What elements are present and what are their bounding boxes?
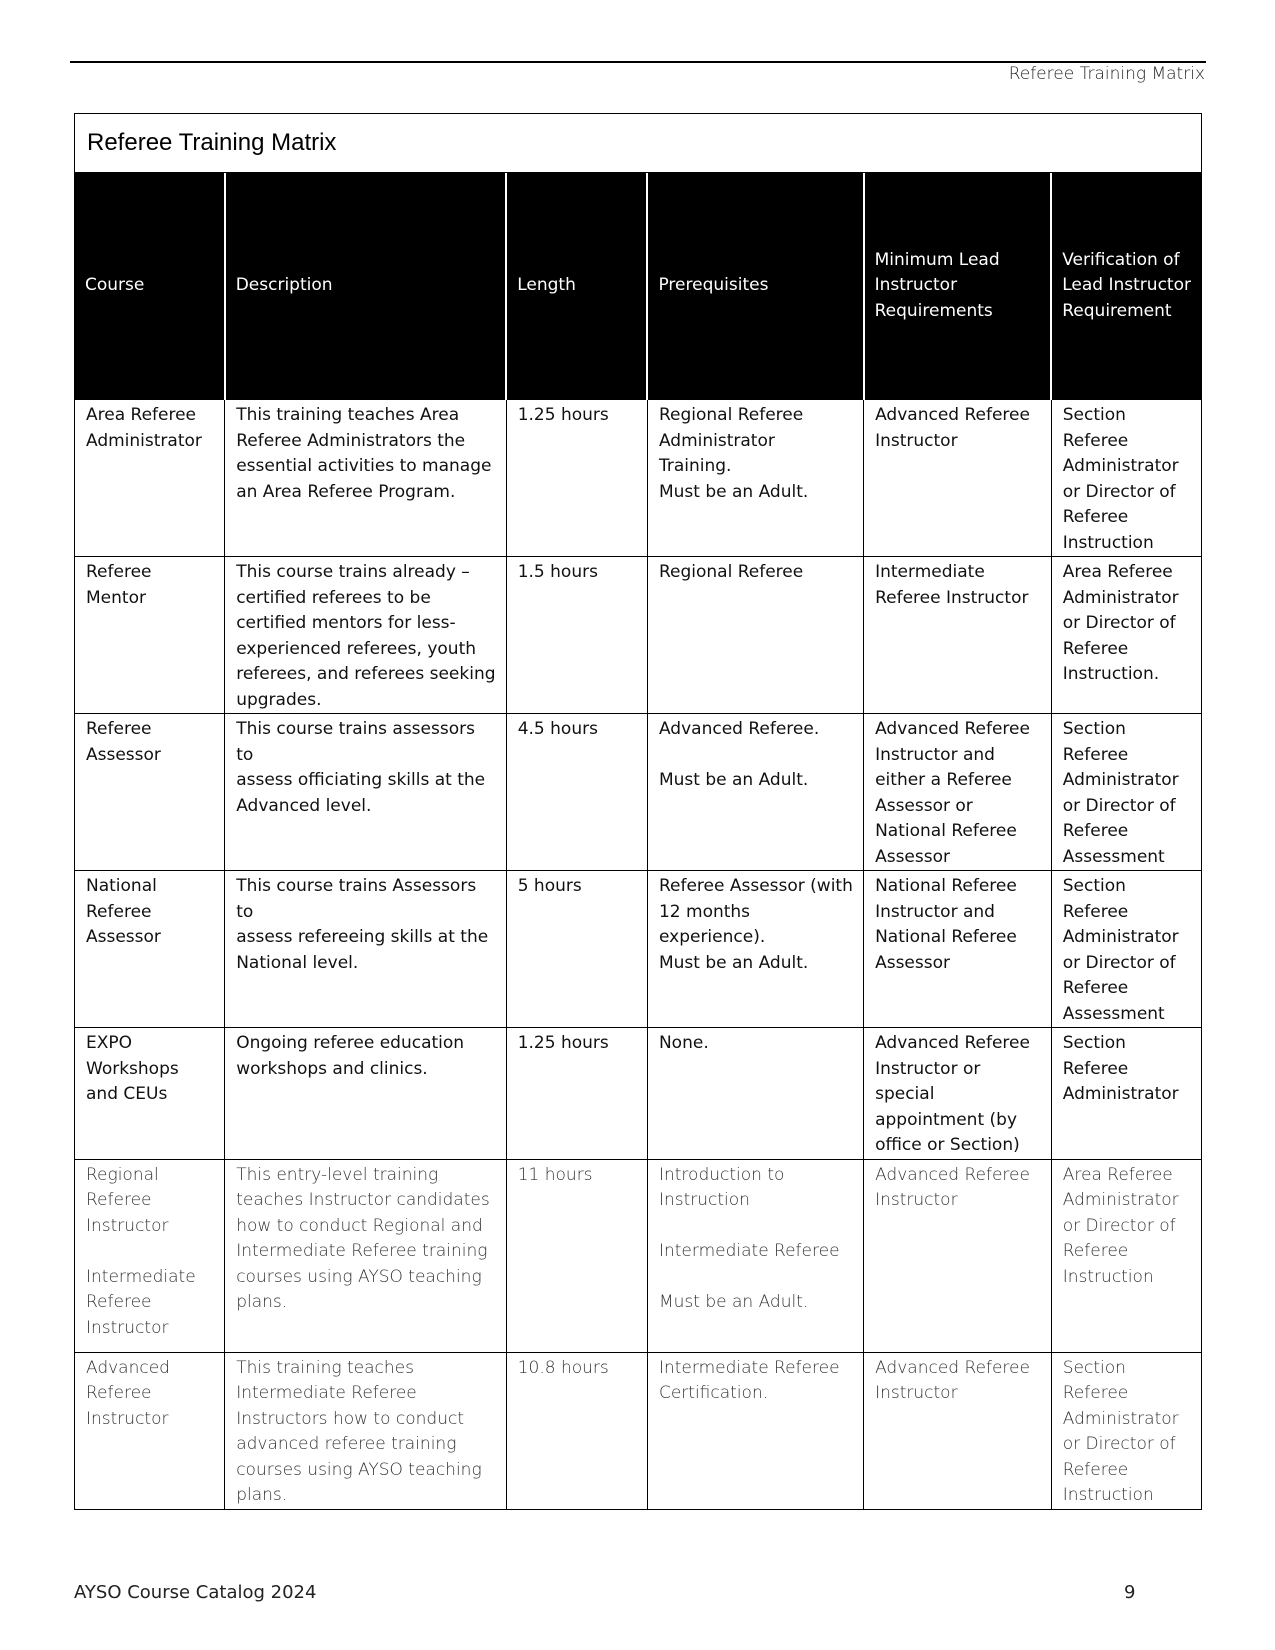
table-row (75, 1159, 1201, 1352)
cell-text-line: Instruction (1062, 532, 1154, 553)
length-cell (506, 1028, 647, 1160)
verification-cell (1051, 871, 1201, 1028)
cell-text-line: Instruction (1062, 1266, 1154, 1287)
cell-text-line: EXPO (86, 1033, 133, 1053)
cell-text-line: Instructor (875, 430, 958, 451)
cell-text-line: Regional Referee (658, 562, 804, 582)
cell-text-line: Intermediate Referee (658, 1357, 840, 1378)
cell-text-line: Mentor (86, 587, 146, 608)
cell-text-line: 1.25 hours (517, 1033, 609, 1053)
length-cell (506, 1352, 647, 1509)
cell-text-line: National Referee (875, 821, 1017, 841)
cell-text-line: Referee (1062, 744, 1129, 765)
cell-text-line: Advanced Referee (875, 719, 1030, 739)
prerequisites-cell (647, 1028, 863, 1160)
cell-text-line: Referee (86, 1292, 152, 1312)
cell-text-line: Administrator (1062, 587, 1179, 608)
verification-cell (1051, 1028, 1201, 1160)
cell-text-line: Regional (86, 1164, 159, 1185)
min-lead-instructor-cell (864, 1159, 1052, 1352)
prerequisites-cell (647, 1159, 863, 1352)
column-header-min-lead-instructor: Minimum Lead Instructor Requirements (864, 173, 1052, 400)
cell-text-line: Must be an Adult. (658, 481, 809, 502)
cell-text-line: or Director of (1062, 795, 1176, 816)
description-cell (225, 1159, 507, 1352)
prerequisites-cell (647, 557, 863, 714)
cell-text-line: teaches Instructor candidates (236, 1190, 490, 1210)
cell-text-line: National Referee (875, 927, 1017, 947)
description-cell (225, 1028, 507, 1160)
min-lead-instructor-cell (864, 400, 1052, 557)
cell-text-line: Section (1062, 405, 1126, 425)
cell-text-line: Section (1062, 1033, 1126, 1053)
verification-cell (1051, 400, 1201, 557)
cell-text-line: 1.25 hours (517, 405, 609, 425)
matrix-table (75, 173, 1201, 1509)
cell-text-line: workshops and clinics. (236, 1058, 428, 1079)
cell-text-line: Administrator (1062, 1408, 1179, 1429)
cell-text-line: Referee (1062, 638, 1129, 659)
cell-text-line: Referee Administrators the (236, 430, 466, 451)
cell-text-line: Advanced Referee (875, 1033, 1030, 1053)
description-cell (225, 557, 507, 714)
cell-text-line: Instruction (1062, 1485, 1154, 1505)
cell-text-line: Assessment (1062, 1003, 1165, 1024)
cell-text-line: certified referees to be (236, 587, 431, 608)
min-lead-instructor-cell (864, 714, 1052, 871)
cell-text-line: Referee Assessor (with (658, 876, 853, 896)
cell-text-line: Intermediate Referee training (236, 1241, 488, 1261)
referee-training-matrix (74, 113, 1202, 1510)
course-cell (75, 714, 225, 871)
cell-text-line: Administrator (1062, 927, 1179, 947)
matrix-body (75, 400, 1201, 1509)
cell-text-line: and CEUs (86, 1084, 168, 1104)
cell-text-line (86, 1239, 214, 1265)
cell-text-line: Instruction (658, 1190, 750, 1210)
verification-cell (1051, 1159, 1201, 1352)
cell-text-line: or Director of (1062, 1215, 1176, 1236)
cell-text-line: appointment (by (875, 1109, 1018, 1130)
cell-text-line: assess refereeing skills at the (236, 927, 489, 947)
table-row (75, 557, 1201, 714)
cell-text-line: Referee (1062, 1241, 1129, 1261)
cell-text-line (659, 1214, 853, 1240)
cell-text-line: courses using AYSO teaching (236, 1459, 482, 1480)
cell-text-line: This course trains assessors to (236, 719, 475, 765)
column-header-length: Length (506, 173, 647, 400)
cell-text-line: Advanced Referee (875, 1357, 1030, 1378)
cell-text-line: Referee (86, 719, 152, 739)
cell-text-line: Area Referee (1062, 1164, 1173, 1185)
column-header-prerequisites: Prerequisites (647, 173, 863, 400)
cell-text-line: Intermediate Referee (658, 1241, 840, 1261)
cell-text-line: essential activities to manage (236, 456, 492, 476)
cell-text-line: 5 hours (517, 876, 582, 896)
cell-text-line: Advanced Referee (875, 405, 1030, 425)
cell-text-line: Section (1062, 876, 1126, 896)
cell-text-line: This course trains already – (236, 562, 470, 582)
description-cell (225, 1352, 507, 1509)
cell-text-line: or Director of (1062, 613, 1176, 633)
cell-text-line: Advanced level. (236, 795, 372, 816)
cell-text-line: Referee (1062, 1383, 1129, 1403)
cell-text-line: Advanced Referee. (658, 719, 820, 739)
cell-text-line: Referee (1062, 1459, 1129, 1480)
cell-text-line: either a Referee (875, 770, 1012, 790)
min-lead-instructor-cell (864, 557, 1052, 714)
course-cell (75, 871, 225, 1028)
cell-text-line: None. (658, 1033, 709, 1053)
page-number: 9 (1124, 1582, 1136, 1603)
table-row (75, 1028, 1201, 1160)
cell-text-line: Referee (86, 1190, 152, 1210)
cell-text-line: Administrator (658, 430, 775, 451)
table-row (75, 1352, 1201, 1509)
cell-text-line: Referee (86, 901, 152, 922)
cell-text-line: experience). (658, 927, 766, 947)
cell-text-line: This training teaches (236, 1357, 414, 1378)
cell-text-line: Referee (1062, 821, 1129, 841)
length-cell (506, 714, 647, 871)
cell-text-line: Administrator (1062, 770, 1179, 790)
cell-text-line: upgrades. (236, 689, 322, 710)
footer-catalog-title: AYSO Course Catalog 2024 (74, 1582, 317, 1603)
cell-text-line: This entry-level training (236, 1164, 439, 1185)
cell-text-line: This training teaches Area (236, 405, 460, 425)
length-cell (506, 557, 647, 714)
cell-text-line (659, 1265, 853, 1291)
min-lead-instructor-cell (864, 1028, 1052, 1160)
cell-text-line: National level. (236, 952, 359, 973)
cell-text-line: office or Section) (875, 1135, 1020, 1155)
cell-text-line: Administrator (1062, 1190, 1179, 1210)
cell-text-line: Advanced Referee (875, 1164, 1030, 1185)
running-header: Referee Training Matrix (1008, 64, 1205, 84)
cell-text-line: special (875, 1084, 935, 1104)
cell-text-line: Administrator (1062, 1084, 1179, 1104)
cell-text-line: assess officiating skills at the (236, 770, 486, 790)
verification-cell (1051, 714, 1201, 871)
cell-text-line: plans. (236, 1292, 288, 1312)
cell-text-line: Section (1062, 719, 1126, 739)
table-row (75, 400, 1201, 557)
course-cell (75, 400, 225, 557)
cell-text-line: National (86, 876, 157, 896)
cell-text-line: Intermediate Referee (236, 1383, 417, 1403)
cell-text-line: Must be an Adult. (658, 952, 809, 973)
cell-text-line: Assessor (875, 846, 950, 867)
cell-text-line: Instructors how to conduct (236, 1408, 464, 1429)
length-cell (506, 871, 647, 1028)
cell-text-line: Referee (1062, 430, 1129, 451)
cell-text-line: Referee (1062, 507, 1129, 527)
description-cell (225, 871, 507, 1028)
cell-text-line: Referee (86, 562, 152, 582)
cell-text-line (659, 743, 853, 769)
cell-text-line: Regional Referee (658, 405, 804, 425)
cell-text-line: Referee (1062, 901, 1129, 922)
cell-text-line: Referee (1062, 978, 1129, 998)
cell-text-line: Area Referee (86, 405, 197, 425)
cell-text-line: Referee (86, 1383, 152, 1403)
verification-cell (1051, 1352, 1201, 1509)
table-row (75, 714, 1201, 871)
cell-text-line: Instructor (875, 1383, 958, 1403)
cell-text-line: or Director of (1062, 952, 1176, 973)
cell-text-line: National Referee (875, 876, 1017, 896)
prerequisites-cell (647, 1352, 863, 1509)
cell-text-line: Administrator (1062, 456, 1179, 476)
column-header-verification: Verification of Lead Instructor Requirement (1051, 173, 1201, 400)
cell-text-line: Advanced (86, 1357, 170, 1378)
cell-text-line: Assessment (1062, 846, 1165, 867)
cell-text-line: experienced referees, youth (236, 638, 477, 659)
cell-text-line: Intermediate (875, 562, 985, 582)
min-lead-instructor-cell (864, 1352, 1052, 1509)
course-cell (75, 557, 225, 714)
table-row (75, 871, 1201, 1028)
description-cell (225, 400, 507, 557)
cell-text-line: Assessor (86, 744, 161, 765)
cell-text-line: Certification. (658, 1383, 769, 1403)
cell-text-line: certified mentors for less- (236, 613, 456, 633)
cell-text-line: Assessor (875, 952, 950, 973)
cell-text-line: Area Referee (1062, 562, 1173, 582)
cell-text-line: 10.8 hours (517, 1357, 609, 1378)
cell-text-line: Instructor (875, 1190, 958, 1210)
cell-text-line: Referee (1062, 1058, 1129, 1079)
cell-text-line: Training. (658, 456, 732, 476)
header-row (75, 173, 1201, 400)
prerequisites-cell (647, 871, 863, 1028)
cell-text-line: 1.5 hours (517, 562, 598, 582)
description-cell (225, 714, 507, 871)
verification-cell (1051, 557, 1201, 714)
cell-text-line: Introduction to (658, 1164, 785, 1185)
cell-text-line: Assessor (86, 927, 161, 947)
prerequisites-cell (647, 714, 863, 871)
prerequisites-cell (647, 400, 863, 557)
cell-text-line: or Director of (1062, 1434, 1176, 1454)
cell-text-line: Must be an Adult. (658, 1292, 809, 1312)
course-cell (75, 1352, 225, 1509)
cell-text-line: courses using AYSO teaching (236, 1266, 482, 1287)
cell-text-line: 11 hours (517, 1164, 593, 1185)
cell-text-line: Instructor and (875, 744, 995, 765)
cell-text-line: Ongoing referee education (236, 1033, 465, 1053)
cell-text-line: Intermediate (86, 1266, 196, 1287)
matrix-title: Referee Training Matrix (75, 114, 1201, 173)
cell-text-line: how to conduct Regional and (236, 1215, 483, 1236)
column-header-course: Course (75, 173, 225, 400)
cell-text-line: Assessor or (875, 795, 973, 816)
course-cell (75, 1028, 225, 1160)
column-header-description: Description (225, 173, 507, 400)
cell-text-line: Instructor and (875, 901, 995, 922)
cell-text-line: 4.5 hours (517, 719, 598, 739)
header-rule (70, 61, 1206, 63)
cell-text-line: referees, and referees seeking (236, 664, 496, 684)
course-cell (75, 1159, 225, 1352)
cell-text-line: This course trains Assessors to (236, 876, 477, 922)
cell-text-line: Instructor or (875, 1058, 981, 1079)
cell-text-line: Referee Instructor (875, 587, 1029, 608)
cell-text-line: advanced referee training (236, 1434, 457, 1454)
cell-text-line: Administrator (86, 430, 202, 451)
cell-text-line: plans. (236, 1485, 288, 1505)
cell-text-line: Must be an Adult. (658, 770, 809, 790)
cell-text-line: Instructor (86, 1317, 169, 1338)
cell-text-line: Instructor (86, 1408, 169, 1429)
cell-text-line: an Area Referee Program. (236, 481, 456, 502)
cell-text-line: Instruction. (1062, 664, 1160, 684)
cell-text-line: Workshops (86, 1058, 179, 1079)
cell-text-line: 12 months (658, 901, 751, 922)
length-cell (506, 400, 647, 557)
cell-text-line: or Director of (1062, 481, 1176, 502)
cell-text-line: Instructor (86, 1215, 169, 1236)
length-cell (506, 1159, 647, 1352)
cell-text-line: Section (1062, 1357, 1126, 1378)
min-lead-instructor-cell (864, 871, 1052, 1028)
